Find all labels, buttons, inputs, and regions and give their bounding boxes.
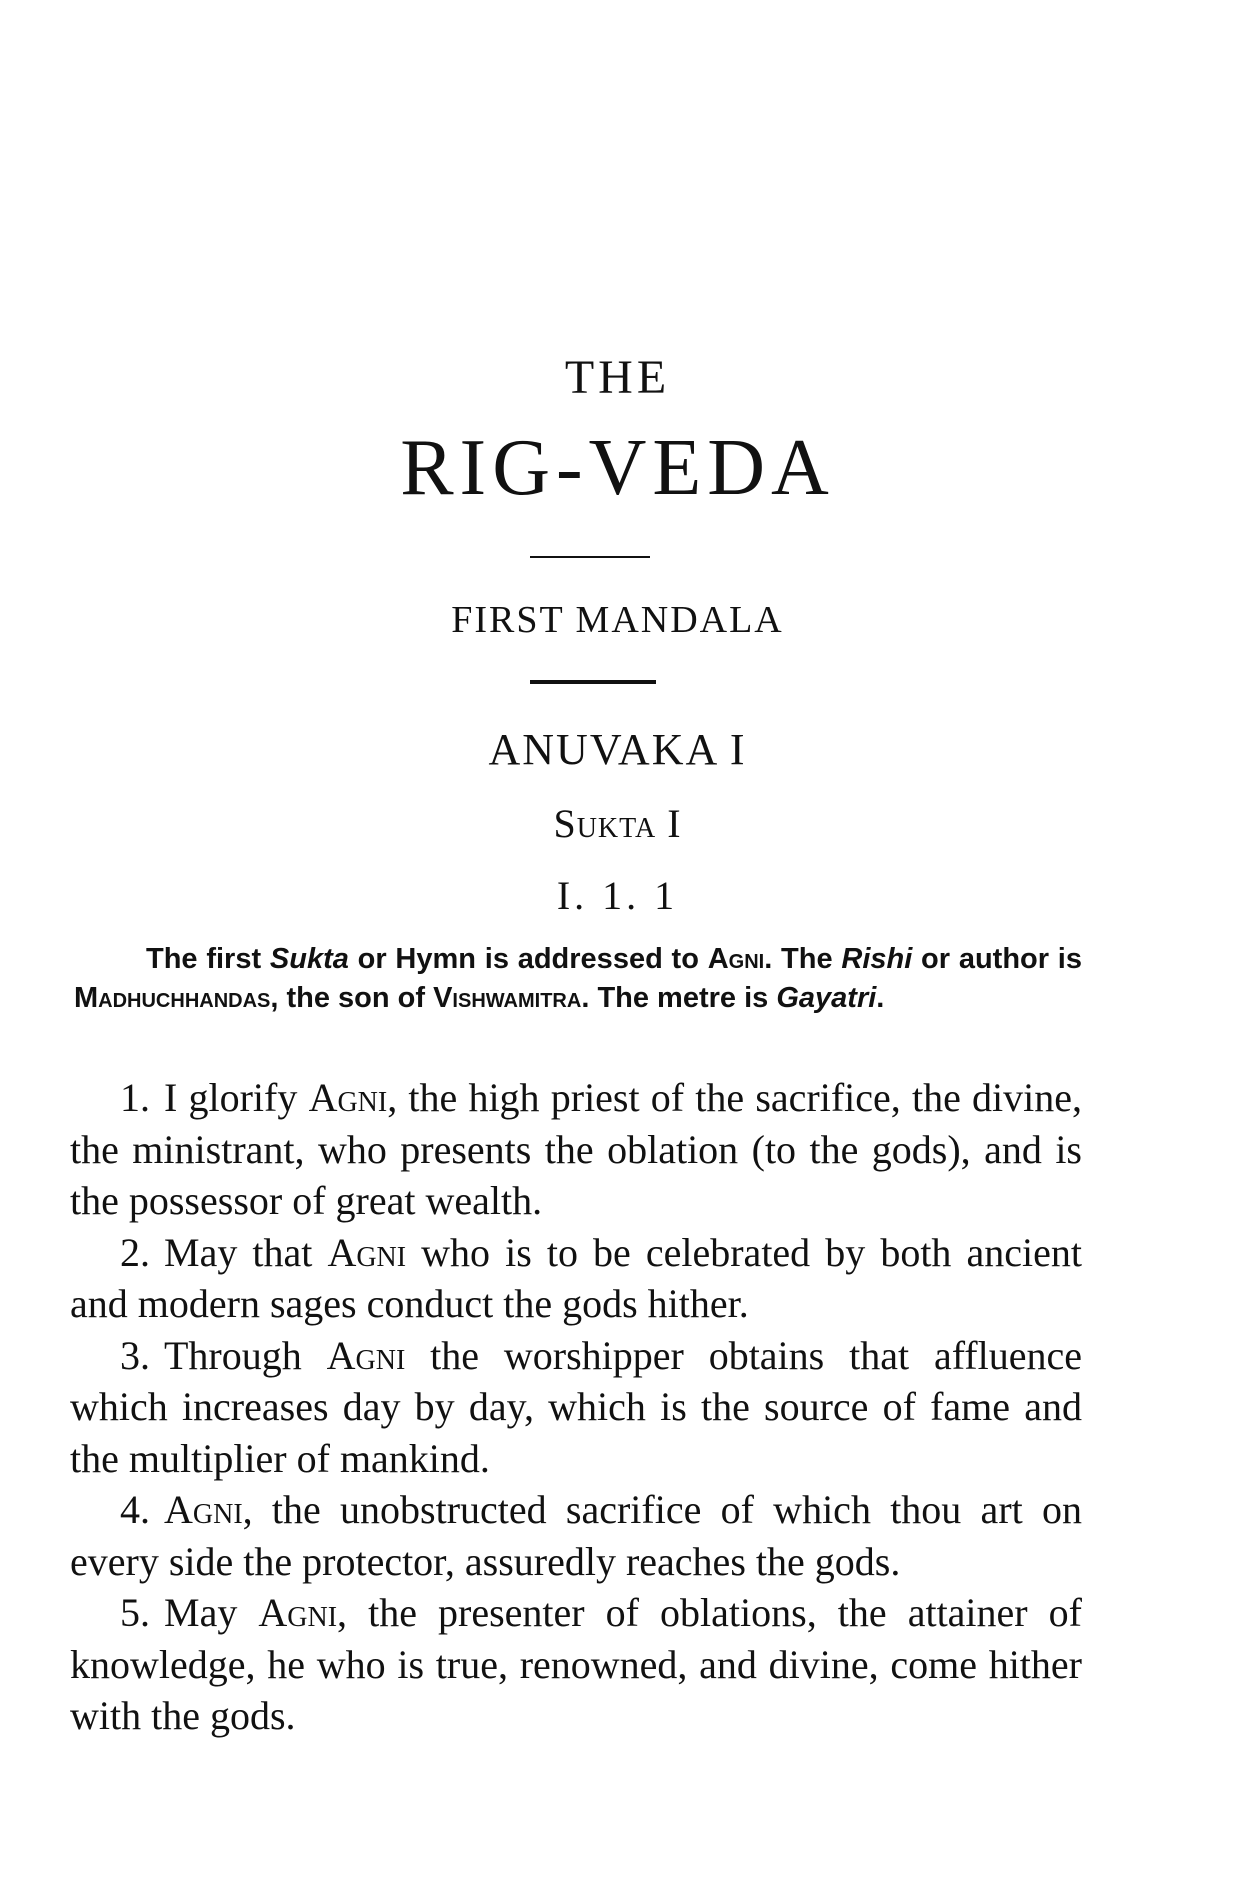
verse-name-agni: Agni [308,1075,388,1120]
intro-name-agni: Agni [707,943,765,975]
hymn-reference: I. 1. 1 [556,873,679,918]
intro-name-madhuchhandas: Madhuchhandas [74,982,271,1014]
verse-number: 4. [120,1487,150,1532]
intro-text: , the son of [270,982,434,1014]
verse [70,1330,1082,1485]
verse [70,1227,1082,1330]
divider-rule [530,556,650,558]
mandala-heading: FIRST MANDALA [451,599,784,641]
intro-text: . [876,982,885,1014]
verse-number: 3. [120,1332,150,1378]
verse-text: the worshipper obtains that affluence which increases day by day, which is the source of fame and the multiplier of mankind. [70,1332,1082,1481]
verse-text: , the unobstructed sacrifice of which thou art on every side the protector, assuredly reaches the gods. [70,1487,1082,1584]
verse-number: 5. [120,1590,150,1635]
intro-name-vishwamitra: Vishwamitra [433,982,582,1014]
verse-name-agni: Agni [164,1487,243,1532]
intro-text: The first [146,943,270,975]
intro-text: . The [764,943,842,975]
verse-list [70,1072,1082,1742]
verse-name-agni: Agni [327,1229,407,1275]
verse-text: , the high priest of the sacrifice, the divine, the ministrant, who presents the oblation (to the gods), and is the possessor of great wealth. [70,1075,1083,1223]
intro-text: or Hymn is addressed to [348,943,708,975]
verse-text: May that [164,1229,328,1275]
pre-title: THE [564,351,671,404]
verse-name-agni: Agni [258,1590,338,1635]
verse-name-agni: Agni [326,1332,406,1378]
verse-number: 2. [120,1229,150,1275]
verse [70,1484,1082,1587]
verse [70,1072,1082,1227]
intro-term-gayatri: Gayatri [776,982,877,1014]
verse [70,1587,1082,1742]
intro-text: or author is [912,943,1082,975]
verse-text: Through [164,1332,327,1378]
book-title: RIG-VEDA [400,424,835,512]
verse-text: May [164,1590,259,1635]
verse-number: 1. [120,1075,150,1120]
anuvaka-heading: ANUVAKA I [488,725,747,774]
intro-term-rishi: Rishi [841,943,913,975]
sukta-heading: Sukta I [553,801,682,846]
intro-term-sukta: Sukta [269,943,349,975]
verse-text: I glorify [164,1075,309,1120]
divider-rule-thick [530,680,656,684]
verse-text: who is to be celebrated by both ancient and modern sages conduct the gods hither. [70,1229,1082,1326]
intro-text: . The metre is [581,982,777,1014]
verse-text: , the presenter of oblations, the attainer of knowledge, he who is true, renowned, and divine, come hither with the gods. [70,1590,1082,1738]
hymn-introduction [74,940,1082,1018]
